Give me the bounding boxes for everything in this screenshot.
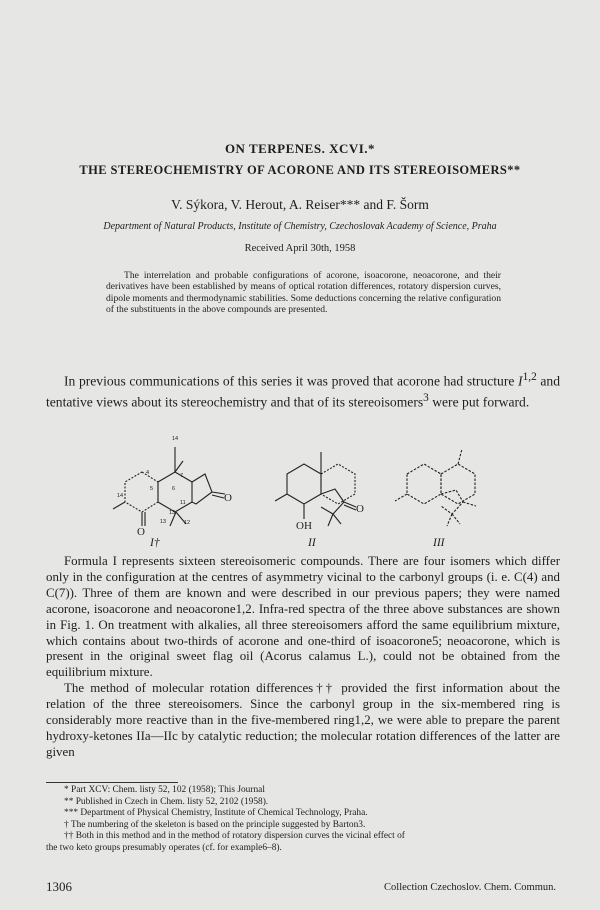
footnote: * Part XCV: Chem. listy 52, 102 (1958); This Journal <box>64 785 265 795</box>
footnote-rule <box>46 782 178 783</box>
caption-structure-1: I† <box>150 537 160 549</box>
atom-number: 13 <box>169 510 176 516</box>
caption-structure-3: III <box>433 537 445 549</box>
paragraph-2: The method of molecular rotation differences†† provided the first information about the relation of the three stereoisomers. Since the carbonyl group in the six-membered ring is considerably more reactive than in the five-membered ring1,2, we were able to prepare the parent hydroxy-ketones IIa—IIc by catalytic reduction; the molecular rotation differences of the latter are given <box>46 681 560 759</box>
caption-structure-2: II <box>308 537 316 549</box>
atom-number: 4 <box>146 470 150 476</box>
atom-number: 11 <box>180 500 186 506</box>
footnote: †† Both in this method and in the method of rotatory dispersion curves the vicinal effect of <box>64 831 405 841</box>
structure-figure <box>0 434 600 550</box>
intro-text-1: In previous communications of this series it was proved that acorone had structure <box>64 373 519 389</box>
atom-number: 14 <box>172 436 179 442</box>
received-date: Received April 30th, 1958 <box>244 243 356 254</box>
page-title: THE STEREOCHEMISTRY OF ACORONE AND ITS STEREOISOMERS** <box>79 163 521 177</box>
atom-number: 6 <box>172 486 176 492</box>
intro-text-3: were put forward. <box>428 394 530 410</box>
paragraph-1: Formula I represents sixteen stereoisomeric compounds. There are four isomers which differ only in the configuration at the centres of asymmetry vicinal to the carbonyl groups (i. e. C(4) and C(7)). Three of them are known and were described in our previous papers; they were named acorone, isoacorone and neoacorone1,2. Infra-red spectra of the three above substances are shown in Fig. 1. On treatment with alkalies, all three stereoisomers afford the same equilibrium mixture, which contains about two-thirds of acorone and one-third of isoacorone5; neoacorone, which is present in the original sweet flag oil (Acorus calamus L.), could not be obtained from the equilibrium mixture. <box>46 554 560 680</box>
title-series: ON TERPENES. XCVI.* <box>224 141 376 156</box>
atom-number: 7 <box>180 473 184 479</box>
oxygen-label: O <box>224 492 232 504</box>
atom-number: 5 <box>150 486 154 492</box>
page-number: 1306 <box>46 879 72 894</box>
journal-name: Collection Czechoslov. Chem. Commun. <box>384 882 556 893</box>
intro-struct: I <box>518 373 523 389</box>
oxygen-label: O <box>356 503 364 515</box>
intro-text-2: and tentative views about its stereochemistry and that of its stereoisomers <box>46 373 561 410</box>
intro-paragraph <box>46 369 560 410</box>
footnotes <box>46 785 560 854</box>
intro-refs: 1,2 <box>522 371 537 383</box>
atom-number: 12 <box>184 520 191 526</box>
chemical-structures <box>0 434 600 550</box>
atom-number: 13 <box>160 519 167 525</box>
hydroxyl-label: OH <box>296 520 312 532</box>
footnote: † The numbering of the skeleton is based on the principle suggested by Barton3. <box>64 819 366 830</box>
atom-number: 14 <box>117 493 124 499</box>
footnote-continued: the two keto groups presumably operates (cf. for example6–8). <box>46 842 282 853</box>
structure-3 <box>395 449 476 526</box>
structure-2 <box>275 452 356 526</box>
footnote: *** Department of Physical Chemistry, Institute of Chemical Technology, Praha. <box>64 808 368 818</box>
intro-ref3: 3 <box>423 391 429 404</box>
affiliation: Department of Natural Products, Institute of Chemistry, Czechoslovak Academy of Science, Praha <box>103 221 497 232</box>
body-text <box>46 554 560 761</box>
abstract: The interrelation and probable configurations of acorone, isoacorone, neoacorone, and their derivatives have been established by means of optical rotation differences, rotatory dispersion curves, dipole moments and thermodynamic stabilities. Some deductions concerning the relative configuration of the substituents in the above compounds are presented. <box>106 270 501 316</box>
footnote: ** Published in Czech in Chem. listy 52, 2102 (1958). <box>64 796 269 807</box>
authors: V. Sýkora, V. Herout, A. Reiser*** and F. Šorm <box>171 197 429 212</box>
oxygen-label: O <box>137 526 145 538</box>
